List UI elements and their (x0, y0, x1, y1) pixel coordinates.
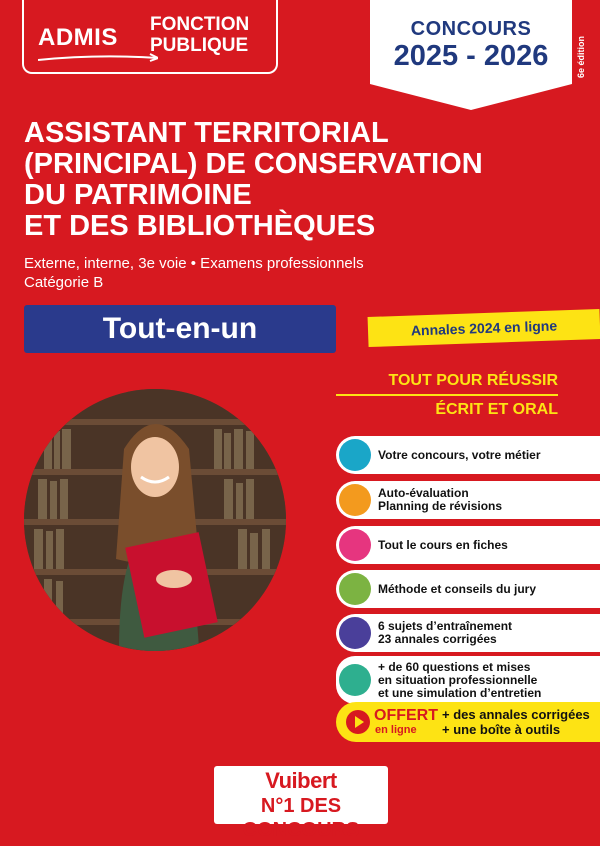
feature-text: 6 sujets d’entraînement 23 annales corrigées (378, 619, 513, 646)
feature-concours-metier (336, 436, 600, 474)
offert-label: OFFERT (374, 707, 438, 724)
tagline-reussir: TOUT POUR RÉUSSIR (388, 372, 558, 389)
pen-icon (339, 617, 371, 649)
tagline-divider (336, 394, 558, 396)
play-icon (346, 710, 370, 734)
publisher-claim: N°1 DES CONCOURS (242, 795, 360, 841)
feature-text: Votre concours, votre métier (378, 447, 541, 462)
admis-fonction-publique-logo (22, 0, 278, 74)
edition-label: 6e édition (576, 35, 586, 78)
title-line-4: ET DES BIBLIOTHÈQUES (24, 210, 376, 242)
swoosh-icon (38, 52, 158, 62)
concours-label: CONCOURS (410, 18, 532, 40)
people-icon (339, 664, 371, 696)
fonction-line: FONCTION (150, 14, 250, 35)
tagline-ecrit-oral: ÉCRIT ET ORAL (435, 401, 558, 418)
offert-items: + des annales corrigées + une boîte à outils (442, 707, 590, 737)
feature-methode-jury (336, 570, 600, 608)
feature-text: + de 60 questions et mises en situation professionnelle et une simulation d’entretien (378, 659, 542, 700)
annales-online-badge: Annales 2024 en ligne (368, 309, 600, 347)
feature-text: Tout le cours en fiches (378, 537, 508, 552)
group-icon (339, 573, 371, 605)
offert-en-ligne-banner (336, 702, 600, 742)
offert-sub: en ligne (375, 724, 417, 736)
student-photo (24, 389, 286, 651)
concours-years: 2025 - 2026 (393, 40, 549, 72)
publique-line: PUBLIQUE (150, 35, 249, 56)
concours-badge (370, 18, 572, 71)
fonction-publique-label (150, 14, 249, 56)
subtitle-category: Catégorie B (24, 274, 104, 291)
title-line-3: DU PATRIMOINE (24, 179, 252, 211)
feature-text: Méthode et conseils du jury (378, 581, 537, 596)
title-line-1: ASSISTANT TERRITORIAL (24, 117, 389, 149)
publisher-name: Vuibert (265, 768, 337, 793)
calendar-icon (339, 484, 371, 516)
feature-cours-fiches (336, 526, 600, 564)
student-illustration (24, 389, 286, 651)
vuibert-logo (214, 766, 388, 841)
feature-sujets-annales (336, 614, 600, 652)
book-title (24, 118, 594, 242)
tout-en-un-banner: Tout-en-un (24, 305, 336, 353)
title-line-2: (PRINCIPAL) DE CONSERVATION (24, 148, 483, 180)
admis-wordmark: ADMIS (38, 24, 118, 51)
brain-icon (339, 529, 371, 561)
subtitle-exams: Externe, interne, 3e voie • Examens professionnels (24, 255, 364, 272)
feature-text: Auto-évaluation Planning de révisions (378, 486, 503, 513)
search-job-icon (339, 439, 371, 471)
feature-questions-entretien (336, 656, 600, 704)
feature-auto-evaluation (336, 481, 600, 519)
